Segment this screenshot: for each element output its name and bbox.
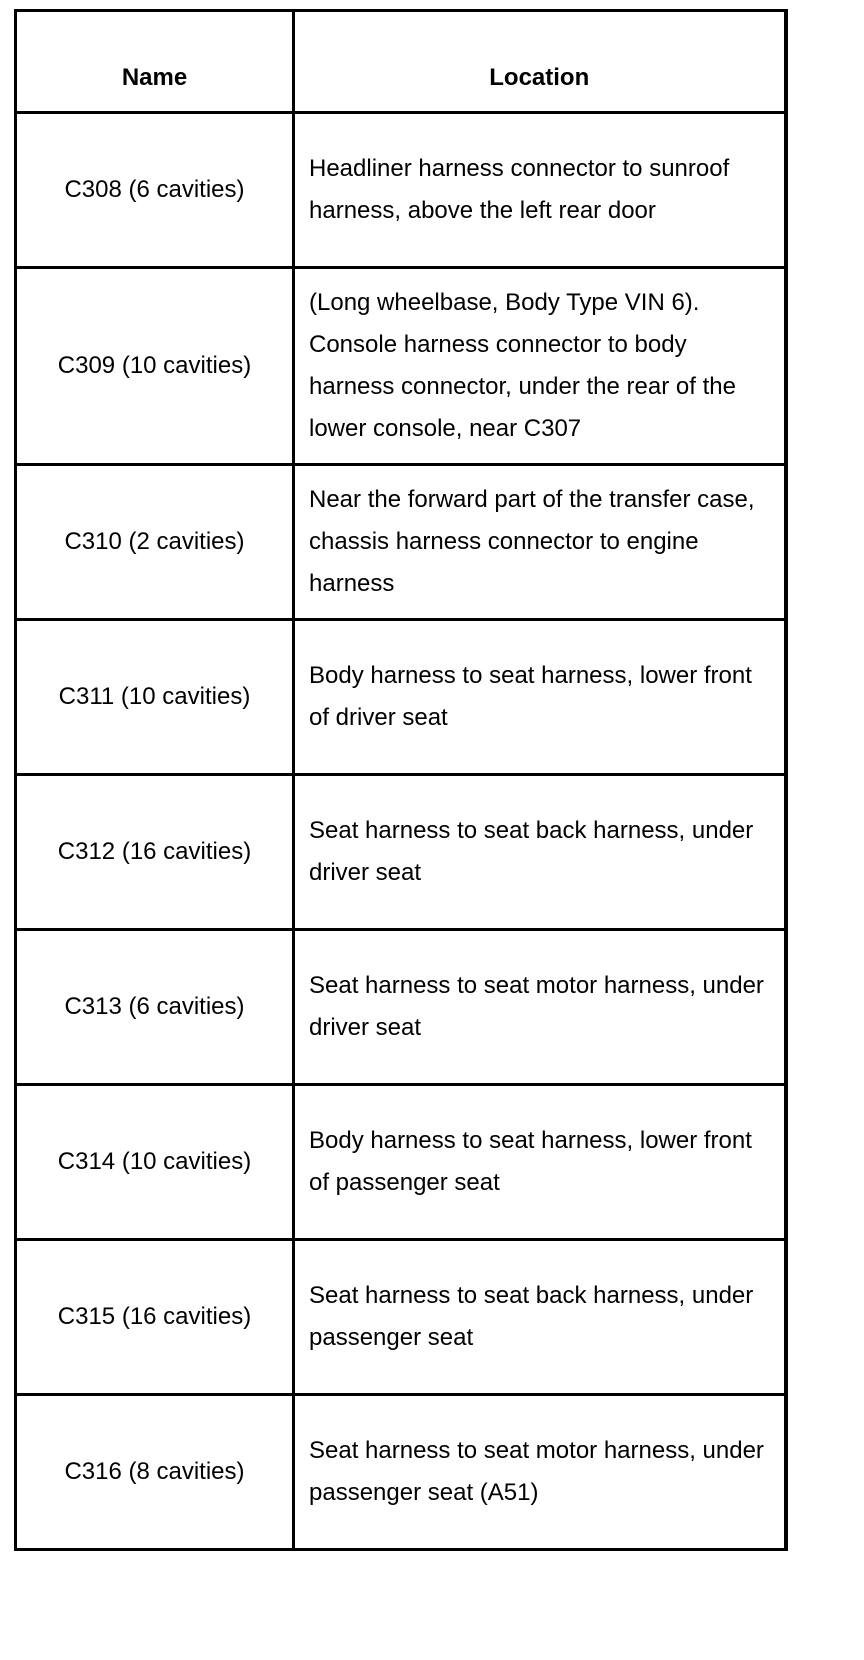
connector-location-cell: Seat harness to seat back harness, under driver seat [294,775,786,930]
connector-name-cell: C316 (8 cavities) [16,1395,294,1550]
table-body [16,113,786,1550]
connector-name-cell: C308 (6 cavities) [16,113,294,268]
connector-location-cell: Near the forward part of the transfer case, chassis harness connector to engine harness [294,465,786,620]
table-row [16,1395,786,1550]
connector-location-table [14,9,788,1551]
column-header-location: Location [294,11,786,113]
header-row [16,11,786,113]
table-row [16,930,786,1085]
table-row [16,620,786,775]
table-header [16,11,786,113]
connector-location-cell: Seat harness to seat motor harness, under passenger seat (A51) [294,1395,786,1550]
connector-location-cell: Body harness to seat harness, lower front of driver seat [294,620,786,775]
connector-location-cell: Seat harness to seat motor harness, under driver seat [294,930,786,1085]
connector-name-cell: C310 (2 cavities) [16,465,294,620]
table-row [16,113,786,268]
connector-name-cell: C313 (6 cavities) [16,930,294,1085]
table-row [16,465,786,620]
connector-location-cell: (Long wheelbase, Body Type VIN 6). Console harness connector to body harness connector, under the rear of the lower console, near C307 [294,268,786,465]
connector-name-cell: C314 (10 cavities) [16,1085,294,1240]
connector-name-cell: C312 (16 cavities) [16,775,294,930]
connector-location-cell: Seat harness to seat back harness, under passenger seat [294,1240,786,1395]
table-row [16,1085,786,1240]
connector-location-cell: Body harness to seat harness, lower front of passenger seat [294,1085,786,1240]
connector-name-cell: C311 (10 cavities) [16,620,294,775]
table-row [16,775,786,930]
connector-name-cell: C315 (16 cavities) [16,1240,294,1395]
connector-name-cell: C309 (10 cavities) [16,268,294,465]
connector-location-cell: Headliner harness connector to sunroof harness, above the left rear door [294,113,786,268]
table-row [16,1240,786,1395]
column-header-name: Name [16,11,294,113]
table-row [16,268,786,465]
